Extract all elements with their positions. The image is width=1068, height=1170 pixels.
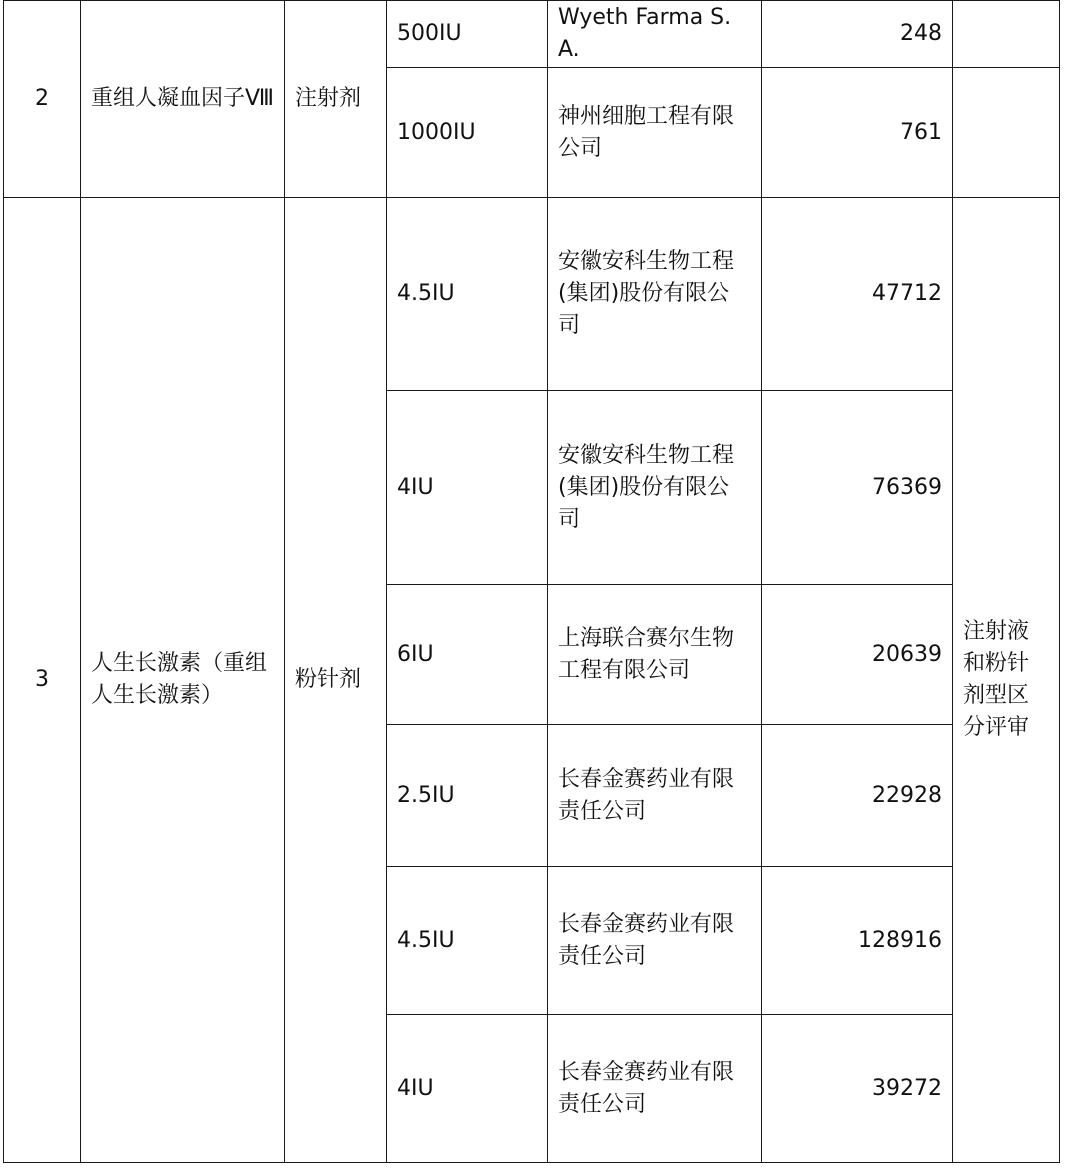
spec-cell: 2.5IU (387, 725, 548, 867)
maker-cell: 长春金赛药业有限责任公司 (548, 725, 762, 867)
spec-cell: 500IU (387, 1, 548, 68)
note-cell (953, 1, 1060, 68)
quantity-cell: 76369 (762, 391, 953, 585)
quantity-cell: 761 (762, 68, 953, 198)
maker-cell: 上海联合赛尔生物工程有限公司 (548, 585, 762, 725)
maker-cell: Wyeth Farma S.A. (548, 1, 762, 68)
maker-cell: 长春金赛药业有限责任公司 (548, 867, 762, 1015)
spec-cell: 1000IU (387, 68, 548, 198)
drug-name: 人生长激素（重组人生长激素） (81, 198, 285, 1163)
spec-cell: 4IU (387, 1015, 548, 1163)
note-cell: 注射液和粉针剂型区分评审 (953, 198, 1060, 1163)
spec-cell: 4IU (387, 391, 548, 585)
spec-cell: 4.5IU (387, 198, 548, 391)
quantity-cell: 39272 (762, 1015, 953, 1163)
quantity-cell: 47712 (762, 198, 953, 391)
row-index: 2 (4, 1, 81, 198)
row-index: 3 (4, 198, 81, 1163)
maker-cell: 安徽安科生物工程(集团)股份有限公司 (548, 391, 762, 585)
maker-cell: 神州细胞工程有限公司 (548, 68, 762, 198)
maker-cell: 长春金赛药业有限责任公司 (548, 1015, 762, 1163)
quantity-cell: 128916 (762, 867, 953, 1015)
table-row (4, 198, 1060, 391)
dosage-form: 注射剂 (285, 1, 387, 198)
dosage-form: 粉针剂 (285, 198, 387, 1163)
quantity-cell: 248 (762, 1, 953, 68)
quantity-cell: 22928 (762, 725, 953, 867)
maker-cell: 安徽安科生物工程(集团)股份有限公司 (548, 198, 762, 391)
table-row (4, 1, 1060, 68)
quantity-cell: 20639 (762, 585, 953, 725)
drug-table (3, 0, 1060, 1163)
spec-cell: 6IU (387, 585, 548, 725)
note-cell (953, 68, 1060, 198)
spec-cell: 4.5IU (387, 867, 548, 1015)
drug-name: 重组人凝血因子Ⅷ (81, 1, 285, 198)
